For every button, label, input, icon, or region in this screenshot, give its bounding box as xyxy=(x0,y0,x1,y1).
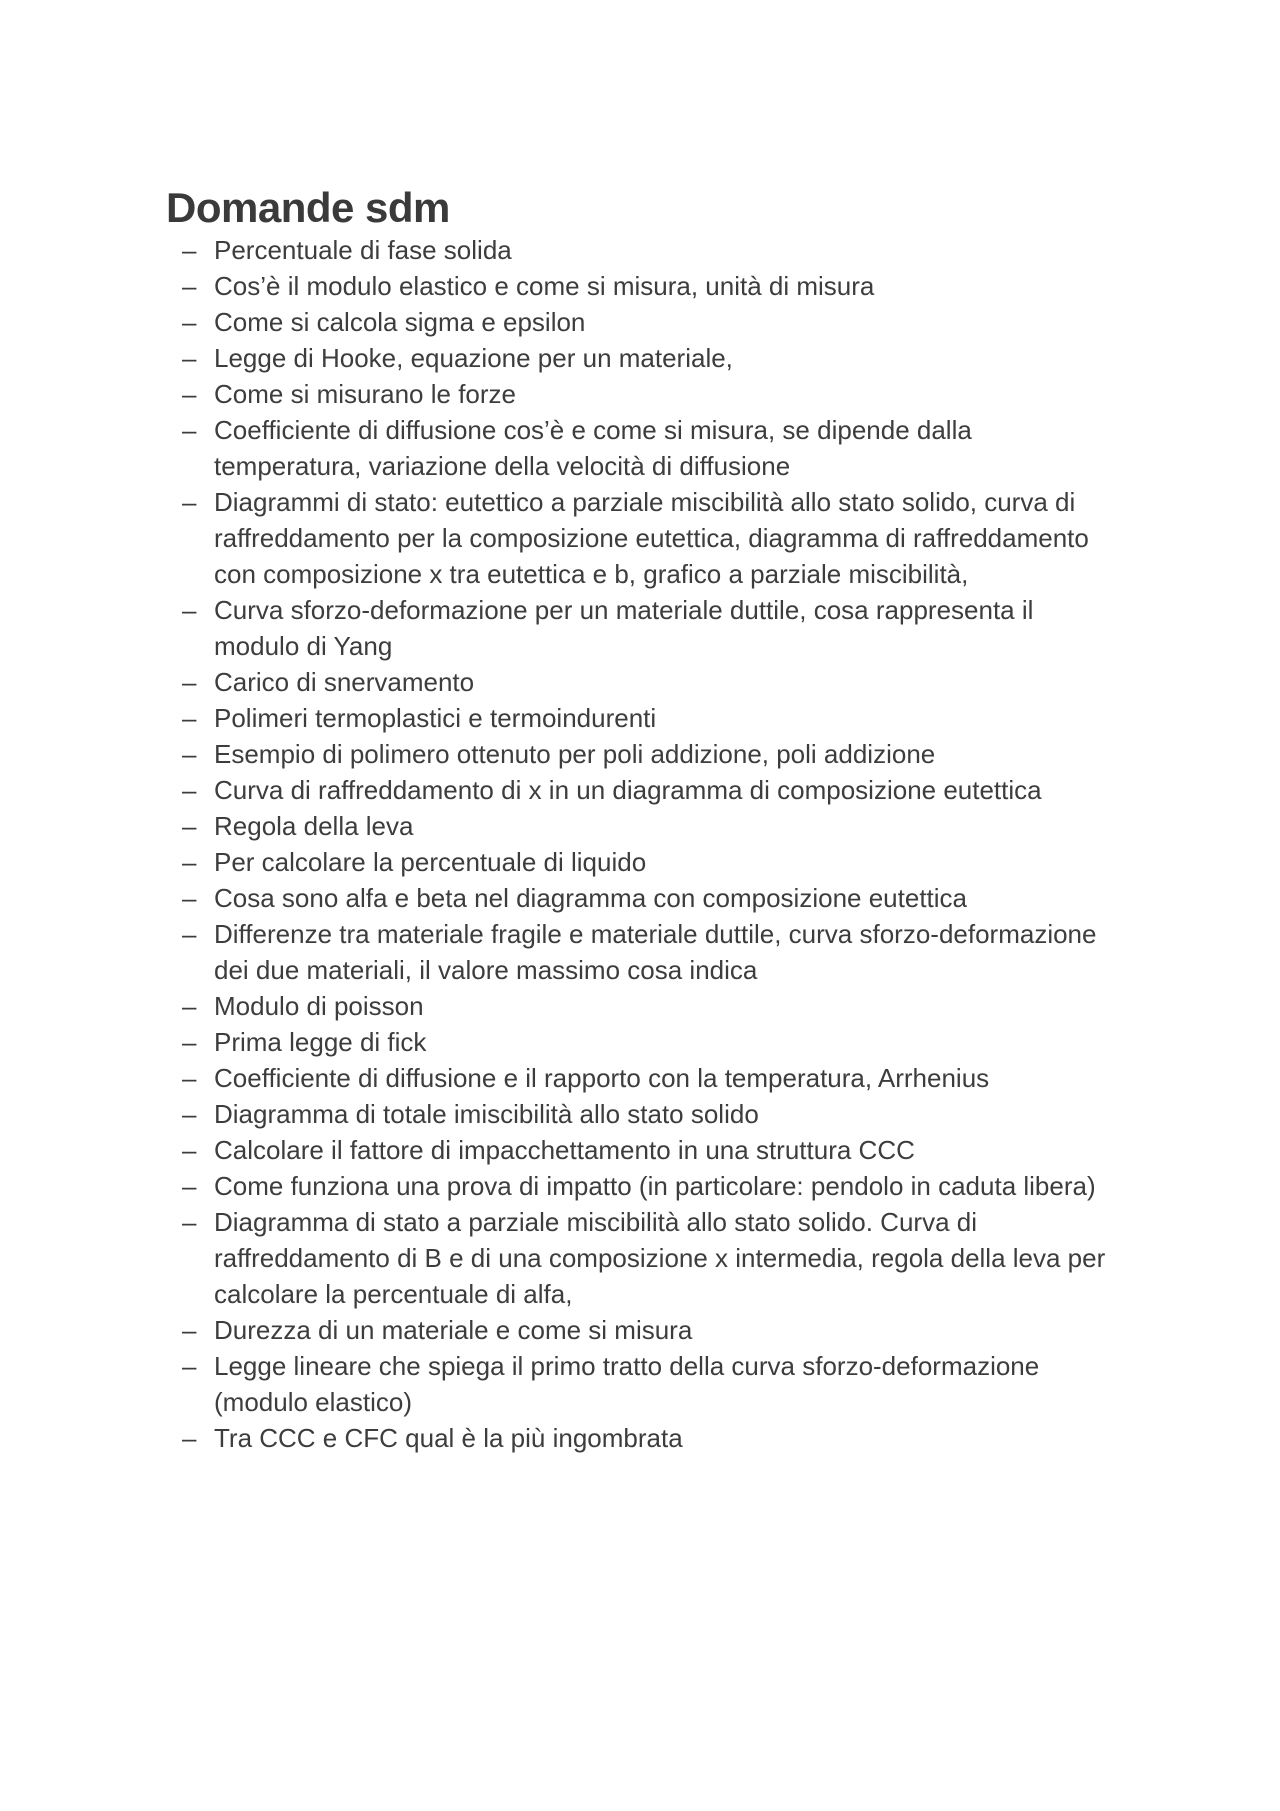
list-item xyxy=(182,1024,1122,1060)
list-item xyxy=(182,376,1122,412)
list-item xyxy=(182,700,1122,736)
list-item xyxy=(182,1060,1122,1096)
dash-bullet-icon: – xyxy=(182,739,197,769)
dash-bullet-icon: – xyxy=(182,703,197,733)
dash-bullet-icon: – xyxy=(182,595,197,625)
dash-bullet-icon: – xyxy=(182,415,197,445)
dash-bullet-icon: – xyxy=(182,811,197,841)
list-item xyxy=(182,1132,1122,1168)
list-item-text: Percentuale di fase solida xyxy=(214,235,512,265)
list-item-text: Regola della leva xyxy=(214,811,414,841)
list-item-text: Modulo di poisson xyxy=(214,991,424,1021)
list-item xyxy=(182,304,1122,340)
list-item xyxy=(182,232,1122,268)
list-item xyxy=(182,808,1122,844)
dash-bullet-icon: – xyxy=(182,235,197,265)
dash-bullet-icon: – xyxy=(182,1099,197,1129)
dash-bullet-icon: – xyxy=(182,847,197,877)
list-item-text: Per calcolare la percentuale di liquido xyxy=(214,847,647,877)
list-item-text: Come si misurano le forze xyxy=(214,379,516,409)
dash-bullet-icon: – xyxy=(182,1315,197,1345)
list-item-text: Cosa sono alfa e beta nel diagramma con composizione eutettica xyxy=(214,883,967,913)
list-item xyxy=(182,592,1122,664)
list-item xyxy=(182,988,1122,1024)
dash-bullet-icon: – xyxy=(182,1027,197,1057)
list-item xyxy=(182,268,1122,304)
list-item xyxy=(182,1312,1122,1348)
question-list xyxy=(182,232,1122,1456)
list-item xyxy=(182,664,1122,700)
dash-bullet-icon: – xyxy=(182,1207,197,1237)
list-item-text: Tra CCC e CFC qual è la più ingombrata xyxy=(214,1423,683,1453)
list-item-text: Come funziona una prova di impatto (in particolare: pendolo in caduta libera) xyxy=(214,1171,1096,1201)
list-item xyxy=(182,484,1122,592)
dash-bullet-icon: – xyxy=(182,1135,197,1165)
list-item xyxy=(182,844,1122,880)
list-item xyxy=(182,916,1122,988)
list-item-text: Legge di Hooke, equazione per un materiale, xyxy=(214,343,733,373)
list-item-text: Differenze tra materiale fragile e materiale duttile, curva sforzo-deformazione dei due materiali, il valore massimo cosa indica xyxy=(214,919,1097,985)
list-item-text: Prima legge di fick xyxy=(214,1027,427,1057)
list-item-text: Polimeri termoplastici e termoindurenti xyxy=(214,703,657,733)
dash-bullet-icon: – xyxy=(182,991,197,1021)
list-item-text: Curva di raffreddamento di x in un diagramma di composizione eutettica xyxy=(214,775,1042,805)
list-item xyxy=(182,1348,1122,1420)
dash-bullet-icon: – xyxy=(182,1423,197,1453)
dash-bullet-icon: – xyxy=(182,487,197,517)
dash-bullet-icon: – xyxy=(182,919,197,949)
list-item xyxy=(182,1204,1122,1312)
list-item-text: Coefficiente di diffusione cos’è e come si misura, se dipende dalla temperatura, variazione della velocità di diffusione xyxy=(214,415,972,481)
dash-bullet-icon: – xyxy=(182,343,197,373)
list-item-text: Durezza di un materiale e come si misura xyxy=(214,1315,693,1345)
list-item xyxy=(182,736,1122,772)
dash-bullet-icon: – xyxy=(182,271,197,301)
dash-bullet-icon: – xyxy=(182,1171,197,1201)
list-item-text: Legge lineare che spiega il primo tratto della curva sforzo-deformazione (modulo elastico) xyxy=(214,1351,1040,1417)
list-item-text: Esempio di polimero ottenuto per poli addizione, poli addizione xyxy=(214,739,936,769)
list-item-text: Come si calcola sigma e epsilon xyxy=(214,307,586,337)
list-item-text: Diagramma di totale imiscibilità allo stato solido xyxy=(214,1099,759,1129)
list-item-text: Cos’è il modulo elastico e come si misura, unità di misura xyxy=(214,271,875,301)
dash-bullet-icon: – xyxy=(182,883,197,913)
list-item xyxy=(182,1096,1122,1132)
dash-bullet-icon: – xyxy=(182,775,197,805)
list-item xyxy=(182,340,1122,376)
list-item xyxy=(182,772,1122,808)
dash-bullet-icon: – xyxy=(182,1351,197,1381)
document-title: Domande sdm xyxy=(166,184,450,231)
list-item xyxy=(182,1168,1122,1204)
list-item-text: Calcolare il fattore di impacchettamento in una struttura CCC xyxy=(214,1135,915,1165)
dash-bullet-icon: – xyxy=(182,667,197,697)
dash-bullet-icon: – xyxy=(182,307,197,337)
list-item-text: Carico di snervamento xyxy=(214,667,475,697)
list-item-text: Diagrammi di stato: eutettico a parziale miscibilità allo stato solido, curva di raffreddamento per la composizione eutettica, diagramma di raffreddamento con composizione x tra eutettica e b, grafico a parziale miscibilità, xyxy=(214,487,1089,589)
list-item-text: Curva sforzo-deformazione per un materiale duttile, cosa rappresenta il modulo di Yang xyxy=(214,595,1034,661)
list-item xyxy=(182,880,1122,916)
dash-bullet-icon: – xyxy=(182,379,197,409)
list-item-text: Diagramma di stato a parziale miscibilità allo stato solido. Curva di raffreddamento di B e di una composizione x intermedia, regola della leva per calcolare la percentuale di alfa, xyxy=(214,1207,1106,1309)
list-item xyxy=(182,412,1122,484)
list-item-text: Coefficiente di diffusione e il rapporto con la temperatura, Arrhenius xyxy=(214,1063,990,1093)
list-item xyxy=(182,1420,1122,1456)
dash-bullet-icon: – xyxy=(182,1063,197,1093)
